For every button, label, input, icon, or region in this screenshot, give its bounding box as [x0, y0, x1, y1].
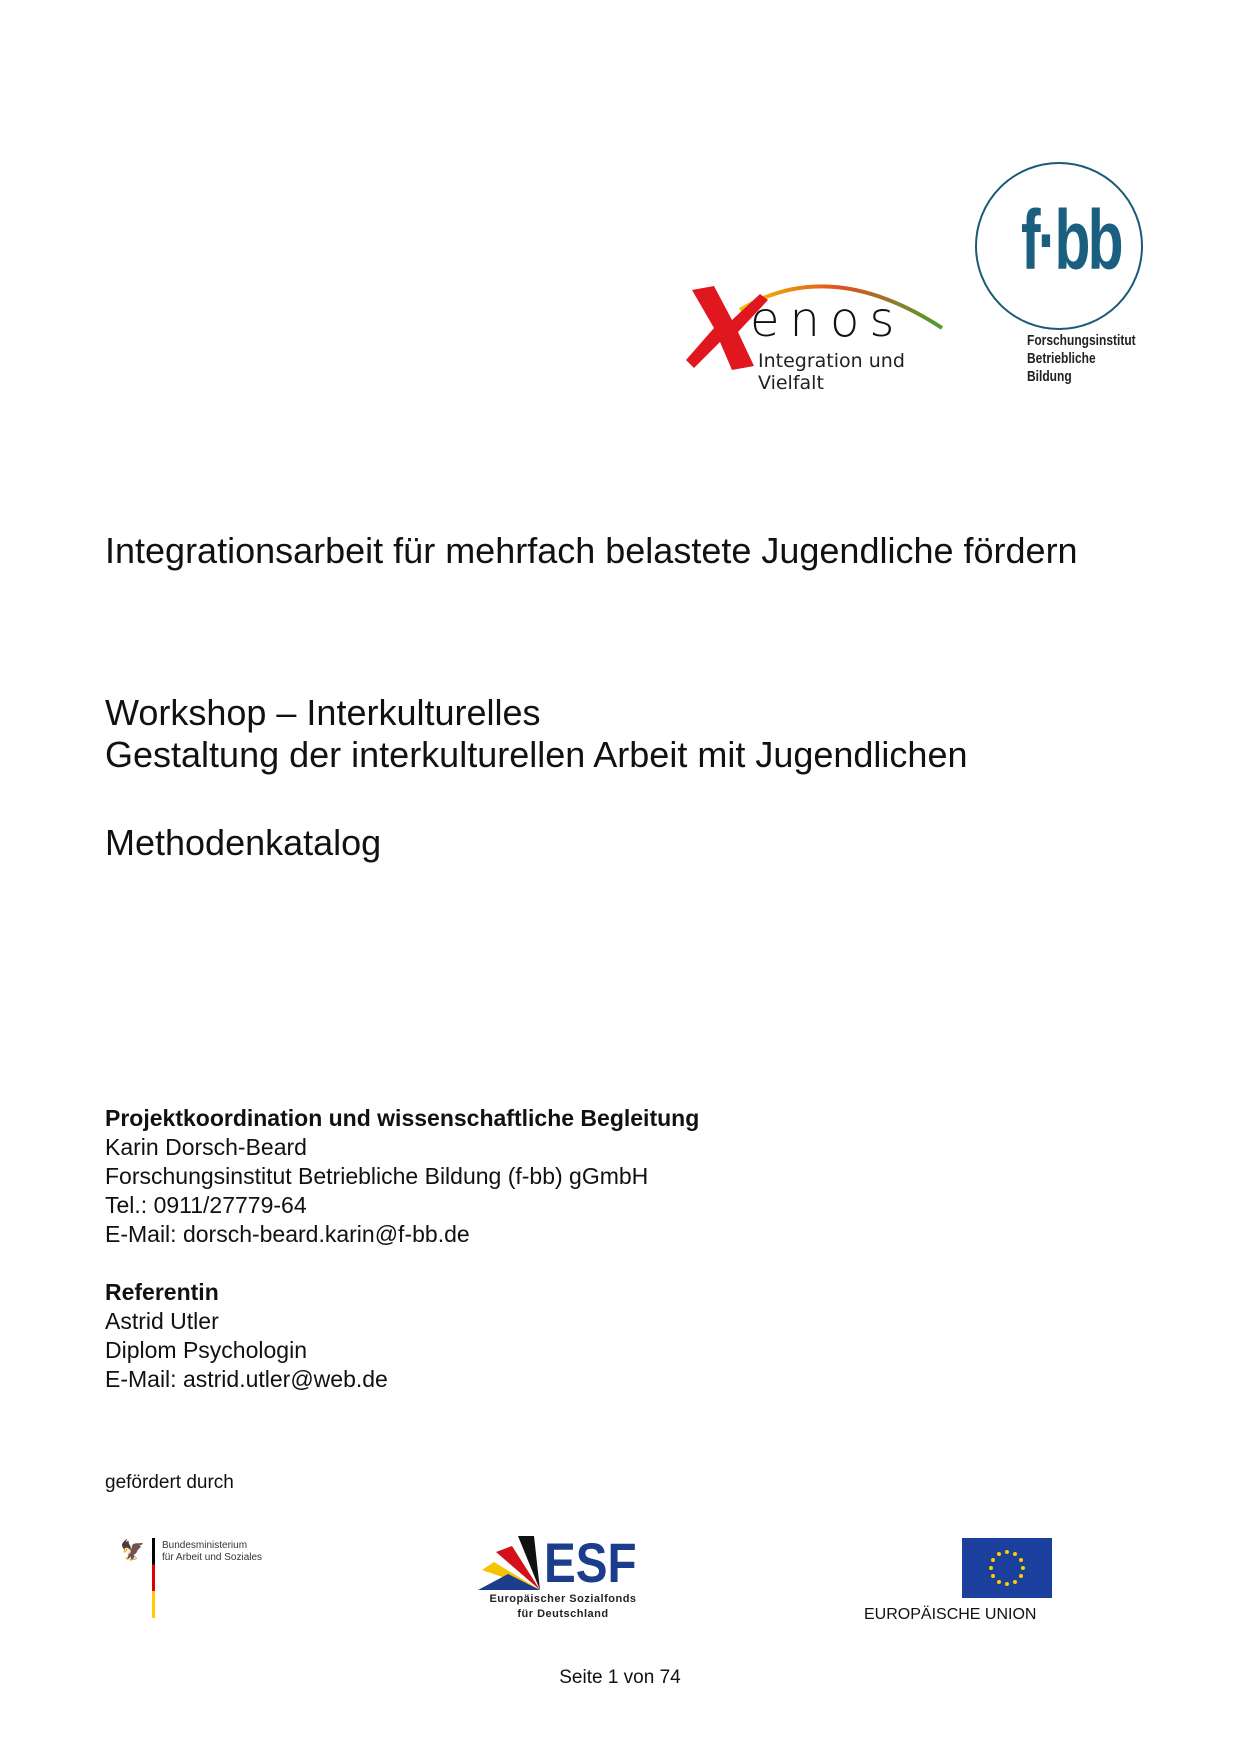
- esf-line2: für Deutschland: [517, 1608, 609, 1620]
- eu-flag-icon: [962, 1538, 1052, 1598]
- fbb-line1: Forschungsinstitut: [1027, 332, 1136, 349]
- funded-by-label: gefördert durch: [105, 1472, 234, 1493]
- xenos-wordmark: enos: [750, 292, 905, 348]
- workshop-title: Workshop – Interkulturelles: [105, 692, 541, 733]
- eu-label: EUROPÄISCHE UNION: [864, 1606, 1037, 1623]
- coordination-org: Forschungsinstitut Betriebliche Bildung (f-bb) gGmbH: [105, 1163, 649, 1189]
- eagle-icon: 🦅: [120, 1540, 145, 1562]
- coordination-phone: Tel.: 0911/27779-64: [105, 1192, 307, 1218]
- bmas-line2: für Arbeit und Soziales: [162, 1552, 263, 1563]
- coordination-name: Karin Dorsch-Beard: [105, 1134, 307, 1160]
- esf-fan-icon: [478, 1534, 548, 1594]
- workshop-subtitle: Gestaltung der interkulturellen Arbeit mit Jugendlichen: [105, 734, 968, 775]
- coordination-heading: Projektkoordination und wissenschaftliche Begleitung: [105, 1105, 700, 1131]
- bmas-logo: [120, 1538, 290, 1628]
- esf-line1: Europäischer Sozialfonds: [489, 1593, 637, 1605]
- speaker-title: Diplom Psychologin: [105, 1337, 307, 1363]
- fbb-logo: [975, 162, 1155, 385]
- speaker-heading: Referentin: [105, 1279, 219, 1305]
- eu-logo: [862, 1538, 1062, 1628]
- document-title: Integrationsarbeit für mehrfach belastete Jugendliche fördern: [105, 530, 1078, 571]
- esf-wordmark: ESF: [544, 1531, 637, 1594]
- xenos-logo: [680, 270, 950, 394]
- coordination-email[interactable]: E-Mail: dorsch-beard.karin@f-bb.de: [105, 1221, 470, 1247]
- bmas-line1: Bundesministerium: [162, 1540, 248, 1551]
- page-number: Seite 1 von 74: [559, 1667, 681, 1688]
- speaker-email[interactable]: E-Mail: astrid.utler@web.de: [105, 1366, 388, 1392]
- catalog-title: Methodenkatalog: [105, 822, 382, 863]
- esf-logo: [478, 1531, 658, 1629]
- coordination-block: [105, 1104, 699, 1394]
- flag-stripe: [152, 1538, 155, 1618]
- fbb-wordmark: f·bb: [1021, 193, 1121, 287]
- speaker-name: Astrid Utler: [105, 1308, 219, 1334]
- xenos-tagline: Integration und Vielfalt: [758, 350, 905, 394]
- fbb-line2: Betriebliche Bildung: [1027, 350, 1096, 385]
